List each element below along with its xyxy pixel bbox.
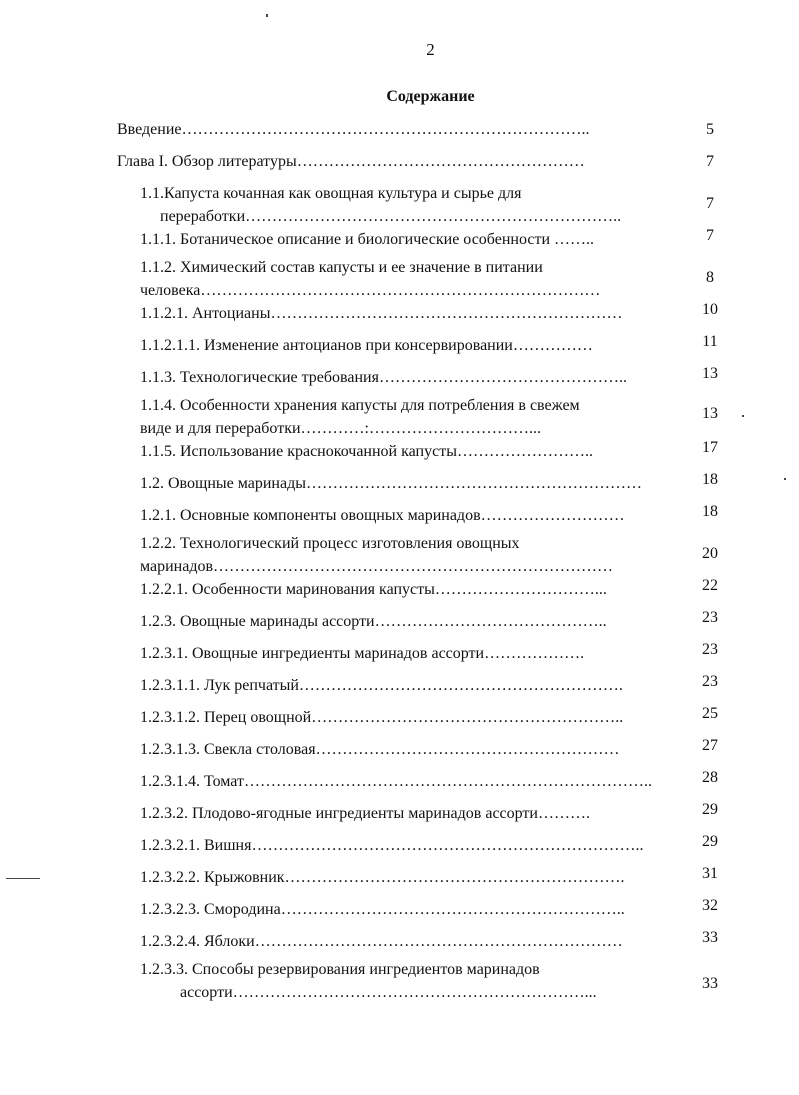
toc-entry-page: 18 <box>702 503 718 520</box>
toc-entry-text: 1.2.3.1.1. Лук репчатый……………………………………………………. <box>140 677 623 694</box>
toc-entry-text: 1.2.2.1. Особенности маринования капусты…………………………... <box>140 581 607 598</box>
toc-entry-text: 1.2.3.2.4. Яблоки…………………………………………………………… <box>140 933 623 950</box>
toc-entry-page: 23 <box>702 609 718 626</box>
toc-entry-page: 29 <box>702 833 718 850</box>
toc-entry-text: 1.2.3.3. Способы резервирования ингредиентов маринадов ассорти…………………………………………………………... <box>140 961 597 1001</box>
toc-entry-text: 1.1.1. Ботаническое описание и биологические особенности …….. <box>140 231 595 248</box>
toc-entry-text: 1.2.2. Технологический процесс изготовления овощных маринадов………………………………………………………………… <box>140 535 614 575</box>
scan-mark <box>742 415 744 417</box>
toc-entry-text: 1.2.3.1.3. Свекла столовая………………………………………………… <box>140 741 620 758</box>
toc-entry-page: 20 <box>702 545 718 562</box>
toc-entry-text: 1.1.5. Использование краснокочанной капусты…………………….. <box>140 443 593 460</box>
toc-entry-text: 1.2.3. Овощные маринады ассорти…………………………………….. <box>140 613 607 630</box>
toc-entry-page: 13 <box>702 365 718 382</box>
toc-entry-page: 17 <box>702 439 718 456</box>
scan-mark <box>6 878 40 879</box>
toc-entry-page: 11 <box>702 333 718 350</box>
toc-entry-text: Глава I. Обзор литературы……………………………………………… <box>117 153 585 170</box>
toc-entry-text: 1.2.3.2. Плодово-ягодные ингредиенты маринадов ассорти………. <box>140 805 590 822</box>
toc-entry-text: 1.2.1. Основные компоненты овощных маринадов……………………… <box>140 507 625 524</box>
toc-entry-page: 10 <box>702 301 718 318</box>
scan-mark <box>784 478 786 480</box>
toc-entry-text: 1.2.3.1. Овощные ингредиенты маринадов ассорти………………. <box>140 645 585 662</box>
toc-entry-page: 18 <box>702 471 718 488</box>
toc-entry-text: 1.2. Овощные маринады……………………………………………………… <box>140 475 642 492</box>
page-number: 2 <box>426 40 435 59</box>
toc-entry-page: 8 <box>706 269 714 286</box>
toc-entry-page: 33 <box>702 929 718 946</box>
toc-entry-text: 1.1.2.1.1. Изменение антоцианов при консервировании…………… <box>140 337 593 354</box>
toc-entry-text: 1.1.2.1. Антоцианы………………………………………………………… <box>140 305 623 322</box>
toc-entry-page: 22 <box>702 577 718 594</box>
toc-entry-page: 27 <box>702 737 718 754</box>
toc-entry-text: 1.1.3. Технологические требования……………………………………….. <box>140 369 627 386</box>
toc-entry-page: 5 <box>706 121 714 138</box>
toc-entry-page: 23 <box>702 641 718 658</box>
toc-entry-page: 13 <box>702 405 718 422</box>
toc-entry-page: 28 <box>702 769 718 786</box>
toc-entry-page: 23 <box>702 673 718 690</box>
toc-entry-page: 25 <box>702 705 718 722</box>
toc-entry <box>0 118 799 141</box>
toc-entry-text: 1.1.Капуста кочанная как овощная культура и сырье для переработки…………………………………………………………….. <box>140 185 622 225</box>
toc-entry-page: 33 <box>702 975 718 992</box>
toc-entry-text: 1.2.3.2.2. Крыжовник………………………………………………………. <box>140 869 625 886</box>
toc-entry-text: 1.2.3.1.2. Перец овощной………………………………………………….. <box>140 709 624 726</box>
toc-entry-page: 31 <box>702 865 718 882</box>
toc-entry-page: 7 <box>706 227 714 244</box>
toc-entry-page: 7 <box>706 195 714 212</box>
toc-entry-text: 1.1.4. Особенности хранения капусты для потребления в свежем виде и для переработки…………:…………………………... <box>140 397 580 437</box>
toc-entry-text: 1.2.3.2.1. Вишня……………………………………………………………….. <box>140 837 644 854</box>
toc-entry-text: 1.2.3.1.4. Томат………………………………………………………………….. <box>140 773 652 790</box>
toc-entry-page: 32 <box>702 897 718 914</box>
document-title: Содержание <box>386 88 475 105</box>
toc-entry-text: 1.1.2. Химический состав капусты и ее значение в питании человека………………………………………………………………… <box>140 259 601 299</box>
toc-entry-text: Введение………………………………………………………………….. <box>117 121 590 138</box>
toc-entry-text: 1.2.3.2.3. Смородина……………………………………………………….. <box>140 901 625 918</box>
toc-entry-page: 7 <box>706 153 714 170</box>
scan-mark <box>266 14 268 17</box>
toc-entry-page: 29 <box>702 801 718 818</box>
